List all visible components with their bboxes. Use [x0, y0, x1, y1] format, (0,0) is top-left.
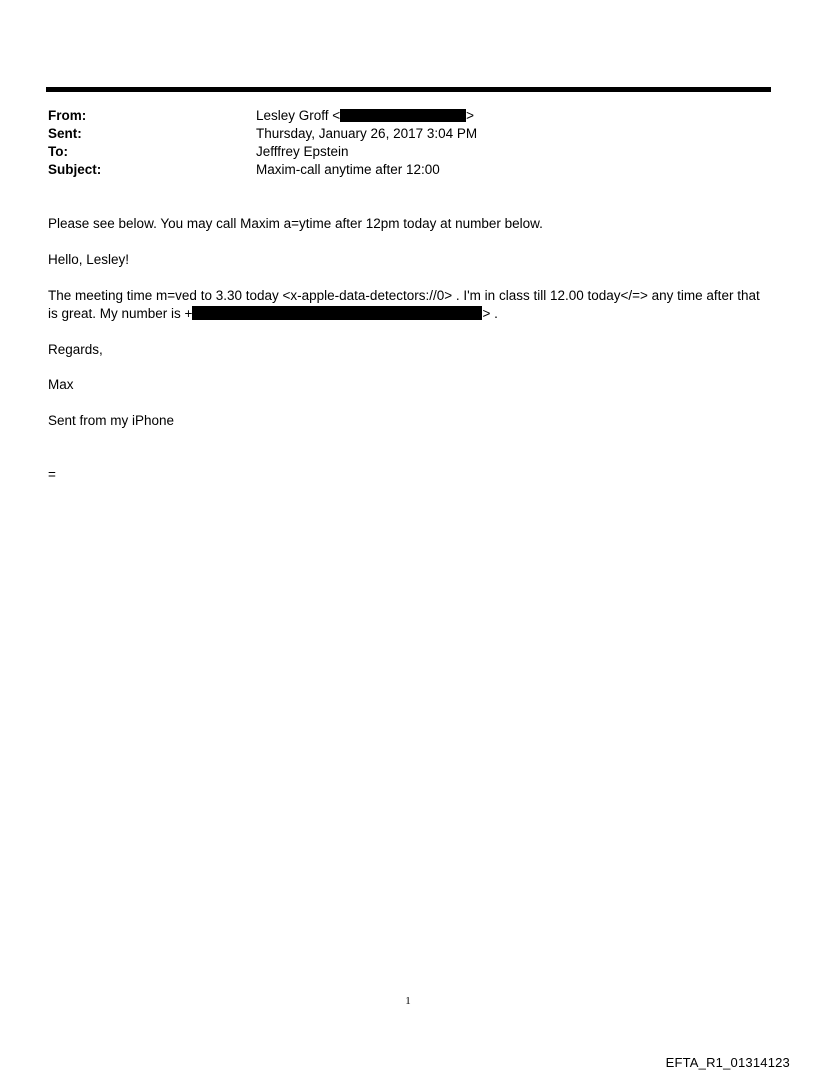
from-row — [48, 107, 474, 125]
from-value — [256, 107, 474, 125]
body-intro-line: Please see below. You may call Maxim a=ytime after 12pm today at number below. — [48, 216, 543, 231]
from-label: From: — [48, 108, 87, 123]
phone-prefix-text: is great. My number is + — [48, 306, 193, 321]
to-value: Jefffrey Epstein — [256, 144, 349, 159]
regards-line: Regards, — [48, 342, 103, 357]
meeting-line-2 — [48, 305, 498, 323]
subject-label: Subject: — [48, 162, 102, 177]
meeting-line-1: The meeting time m=ved to 3.30 today <x-apple-data-detectors://0> . I'm in class till 12.00 today</=> any time after that — [48, 288, 760, 303]
subject-value: Maxim-call anytime after 12:00 — [256, 162, 440, 177]
sent-value: Thursday, January 26, 2017 3:04 PM — [256, 126, 478, 141]
redaction-block-phone — [192, 306, 482, 320]
greeting-line: Hello, Lesley! — [48, 252, 130, 267]
to-row — [48, 143, 349, 161]
redaction-block-email — [340, 109, 466, 122]
phone-suffix-text: > . — [482, 306, 498, 321]
to-label: To: — [48, 144, 68, 159]
signature-line: Max — [48, 377, 74, 392]
sent-label: Sent: — [48, 126, 82, 141]
trailer-line: = — [48, 467, 56, 482]
subject-row — [48, 161, 440, 179]
from-name: Lesley Groff < — [256, 108, 341, 123]
document-id: EFTA_R1_01314123 — [665, 1055, 790, 1070]
sent-row — [48, 125, 477, 143]
sent-from-line: Sent from my iPhone — [48, 413, 175, 428]
header-divider-rule — [46, 87, 771, 92]
page-number: 1 — [405, 995, 411, 1007]
from-close-bracket: > — [466, 108, 475, 123]
